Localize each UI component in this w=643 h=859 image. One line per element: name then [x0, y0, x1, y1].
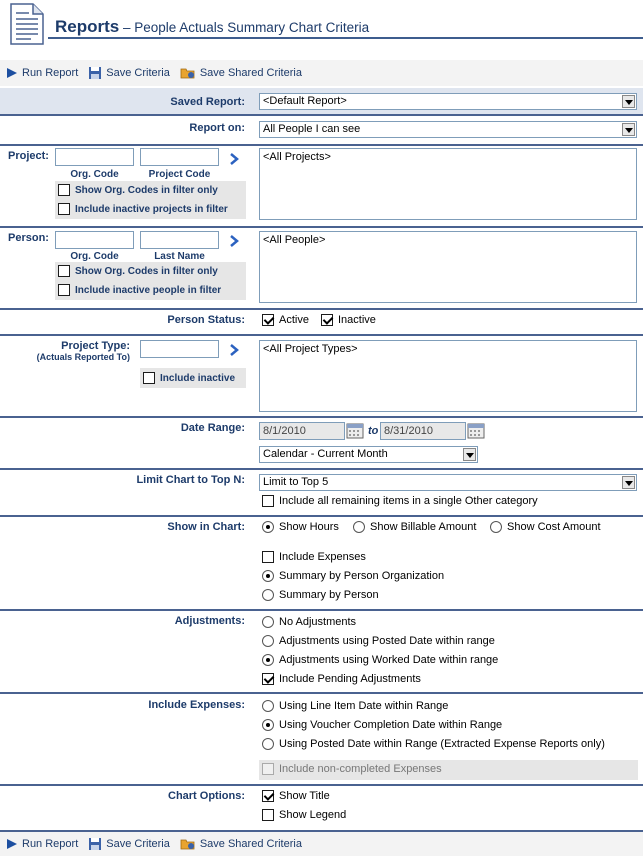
adjustments-worked-label: Adjustments using Worked Date within range: [279, 654, 499, 666]
date-to-input[interactable]: 8/31/2010: [380, 422, 466, 440]
save-criteria-button[interactable]: [88, 837, 170, 851]
run-report-label: Run Report: [22, 67, 79, 79]
show-cost-label: Show Cost Amount: [507, 521, 601, 533]
expense-line-item-label: Using Line Item Date within Range: [279, 700, 449, 712]
floppy-disk-icon: [88, 66, 102, 80]
chevron-down-icon: [622, 123, 635, 136]
show-legend-label: Show Legend: [279, 809, 347, 821]
date-to-label: to: [368, 425, 379, 437]
summary-person-label: Summary by Person: [279, 589, 379, 601]
include-non-completed-checkbox[interactable]: [262, 763, 442, 775]
project-listbox[interactable]: [259, 148, 637, 220]
expense-posted-label: Using Posted Date within Range (Extracted Expense Reports only): [279, 738, 605, 750]
chevron-right-icon[interactable]: [228, 153, 240, 165]
person-last-name-input[interactable]: [140, 231, 219, 249]
saved-report-select[interactable]: [259, 93, 637, 110]
adjustments-posted-label: Adjustments using Posted Date within range: [279, 635, 495, 647]
expense-voucher-label: Using Voucher Completion Date within Range: [279, 719, 503, 731]
project-type-listbox[interactable]: [259, 340, 637, 412]
include-remaining-label: Include all remaining items in a single Other category: [279, 495, 538, 507]
person-org-code-caption: Org. Code: [70, 251, 119, 262]
top-toolbar: [0, 60, 643, 86]
calendar-icon[interactable]: [346, 423, 364, 439]
show-cost-radio[interactable]: [490, 521, 601, 533]
radio[interactable]: [353, 521, 365, 533]
show-hours-radio[interactable]: [262, 521, 339, 533]
checkbox[interactable]: [58, 203, 70, 215]
save-criteria-label: Save Criteria: [106, 67, 170, 79]
run-report-button[interactable]: [6, 838, 78, 850]
summary-person-radio[interactable]: [262, 589, 379, 601]
play-icon: [6, 67, 18, 79]
floppy-disk-icon: [88, 837, 102, 851]
project-type-include-inactive-checkbox[interactable]: [143, 372, 235, 384]
saved-report-value: <Default Report>: [263, 95, 347, 107]
no-adjustments-label: No Adjustments: [279, 616, 357, 628]
date-range-label: Date Range:: [180, 422, 245, 434]
person-listbox[interactable]: [259, 231, 637, 303]
chevron-down-icon: [622, 476, 635, 489]
save-shared-criteria-label: Save Shared Criteria: [199, 838, 302, 850]
checkbox[interactable]: [262, 763, 274, 775]
checkbox[interactable]: [58, 284, 70, 296]
save-shared-criteria-label: Save Shared Criteria: [199, 67, 302, 79]
project-include-inactive-checkbox[interactable]: [58, 203, 228, 215]
report-on-value: All People I can see: [263, 123, 361, 135]
project-org-code-caption: Org. Code: [70, 169, 119, 180]
project-type-label-text: Project Type:: [61, 340, 130, 352]
adjustments-posted-radio[interactable]: [262, 635, 495, 647]
include-expenses-label: Include Expenses: [279, 551, 366, 563]
show-legend-checkbox[interactable]: [262, 809, 346, 821]
person-label: Person:: [8, 232, 49, 244]
project-code-input[interactable]: [140, 148, 219, 166]
status-inactive-checkbox[interactable]: [321, 314, 376, 326]
summary-org-label: Summary by Person Organization: [279, 570, 445, 582]
show-in-chart-label: Show in Chart:: [167, 521, 245, 533]
limit-top-select[interactable]: [259, 474, 637, 491]
project-show-org-codes-label: Show Org. Codes in filter only: [75, 184, 218, 196]
no-adjustments-radio[interactable]: [262, 616, 356, 628]
play-icon: [6, 838, 18, 850]
person-include-inactive-checkbox[interactable]: [58, 284, 221, 296]
date-from-input[interactable]: 8/1/2010: [259, 422, 345, 440]
checkbox[interactable]: [262, 495, 274, 507]
shared-folder-icon: [180, 837, 196, 851]
radio[interactable]: [262, 616, 274, 628]
show-billable-radio[interactable]: [353, 521, 476, 533]
report-on-label: Report on:: [189, 122, 245, 134]
project-type-sublabel: (Actuals Reported To): [36, 352, 130, 362]
checkbox[interactable]: [262, 673, 274, 685]
summary-org-radio[interactable]: [262, 570, 444, 582]
shared-folder-icon: [180, 66, 196, 80]
include-expenses-section-label: Include Expenses:: [148, 699, 245, 711]
person-show-org-codes-checkbox[interactable]: [58, 265, 218, 277]
run-report-label: Run Report: [22, 838, 79, 850]
expense-posted-radio[interactable]: [262, 738, 605, 750]
date-period-value: Calendar - Current Month: [263, 448, 388, 460]
project-type-input[interactable]: [140, 340, 219, 358]
include-remaining-checkbox[interactable]: [262, 495, 538, 507]
status-inactive-label: Inactive: [338, 314, 376, 326]
page-title: [55, 17, 369, 37]
checkbox[interactable]: [262, 790, 274, 802]
show-billable-label: Show Billable Amount: [370, 521, 477, 533]
chart-options-label: Chart Options:: [168, 790, 245, 802]
chevron-down-icon: [463, 448, 476, 461]
limit-top-label: Limit Chart to Top N:: [136, 474, 245, 486]
expense-voucher-radio[interactable]: [262, 719, 502, 731]
checkbox[interactable]: [262, 314, 274, 326]
checkbox[interactable]: [58, 265, 70, 277]
saved-report-label: Saved Report:: [170, 96, 245, 108]
project-show-org-codes-checkbox[interactable]: [58, 184, 218, 196]
chevron-right-icon[interactable]: [228, 235, 240, 247]
chevron-right-icon[interactable]: [228, 344, 240, 356]
project-list-item[interactable]: <All Projects>: [263, 151, 331, 163]
include-pending-label: Include Pending Adjustments: [279, 673, 421, 685]
project-type-label: [0, 340, 130, 362]
chevron-down-icon: [622, 95, 635, 108]
project-org-code-input[interactable]: [55, 148, 134, 166]
person-status-label: Person Status:: [167, 314, 245, 326]
include-non-completed-label: Include non-completed Expenses: [279, 763, 442, 775]
radio[interactable]: [262, 570, 274, 582]
person-include-inactive-label: Include inactive people in filter: [75, 284, 222, 296]
project-code-caption: Project Code: [148, 169, 211, 180]
person-show-org-codes-label: Show Org. Codes in filter only: [75, 265, 218, 277]
project-label: Project:: [8, 150, 49, 162]
date-period-select[interactable]: [259, 446, 478, 463]
project-type-include-inactive-label: Include inactive: [160, 372, 236, 384]
page-title-sub: – People Actuals Summary Chart Criteria: [119, 20, 370, 35]
checkbox[interactable]: [143, 372, 155, 384]
person-last-name-caption: Last Name: [154, 251, 205, 262]
save-shared-criteria-button[interactable]: [180, 837, 302, 851]
limit-top-value: Limit to Top 5: [263, 476, 329, 488]
radio[interactable]: [262, 654, 274, 666]
page-title-main: Reports: [55, 17, 120, 36]
radio[interactable]: [262, 521, 274, 533]
report-document-icon: [9, 3, 45, 45]
checkbox[interactable]: [262, 809, 274, 821]
run-report-button[interactable]: [6, 67, 78, 79]
report-on-select[interactable]: [259, 121, 637, 138]
include-pending-checkbox[interactable]: [262, 673, 421, 685]
save-criteria-button[interactable]: [88, 66, 170, 80]
radio[interactable]: [262, 635, 274, 647]
person-list-item[interactable]: <All People>: [263, 234, 326, 246]
title-rule: [48, 37, 643, 39]
checkbox[interactable]: [58, 184, 70, 196]
status-active-label: Active: [279, 314, 309, 326]
radio[interactable]: [262, 700, 274, 712]
checkbox[interactable]: [262, 551, 274, 563]
expense-line-item-radio[interactable]: [262, 700, 448, 712]
project-include-inactive-label: Include inactive projects in filter: [75, 203, 228, 215]
page-header: [0, 0, 643, 58]
radio[interactable]: [490, 521, 502, 533]
radio[interactable]: [262, 738, 274, 750]
save-criteria-label: Save Criteria: [106, 838, 170, 850]
bottom-toolbar: [0, 830, 643, 856]
person-org-code-input[interactable]: [55, 231, 134, 249]
show-title-checkbox[interactable]: [262, 790, 330, 802]
status-active-checkbox[interactable]: [262, 314, 309, 326]
show-title-label: Show Title: [279, 790, 330, 802]
adjustments-worked-radio[interactable]: [262, 654, 498, 666]
save-shared-criteria-button[interactable]: [180, 66, 302, 80]
radio[interactable]: [262, 589, 274, 601]
adjustments-label: Adjustments:: [174, 615, 245, 627]
show-hours-label: Show Hours: [279, 521, 339, 533]
calendar-icon[interactable]: [467, 423, 485, 439]
radio[interactable]: [262, 719, 274, 731]
include-expenses-checkbox[interactable]: [262, 551, 366, 563]
checkbox[interactable]: [321, 314, 333, 326]
project-type-list-item[interactable]: <All Project Types>: [263, 343, 358, 355]
